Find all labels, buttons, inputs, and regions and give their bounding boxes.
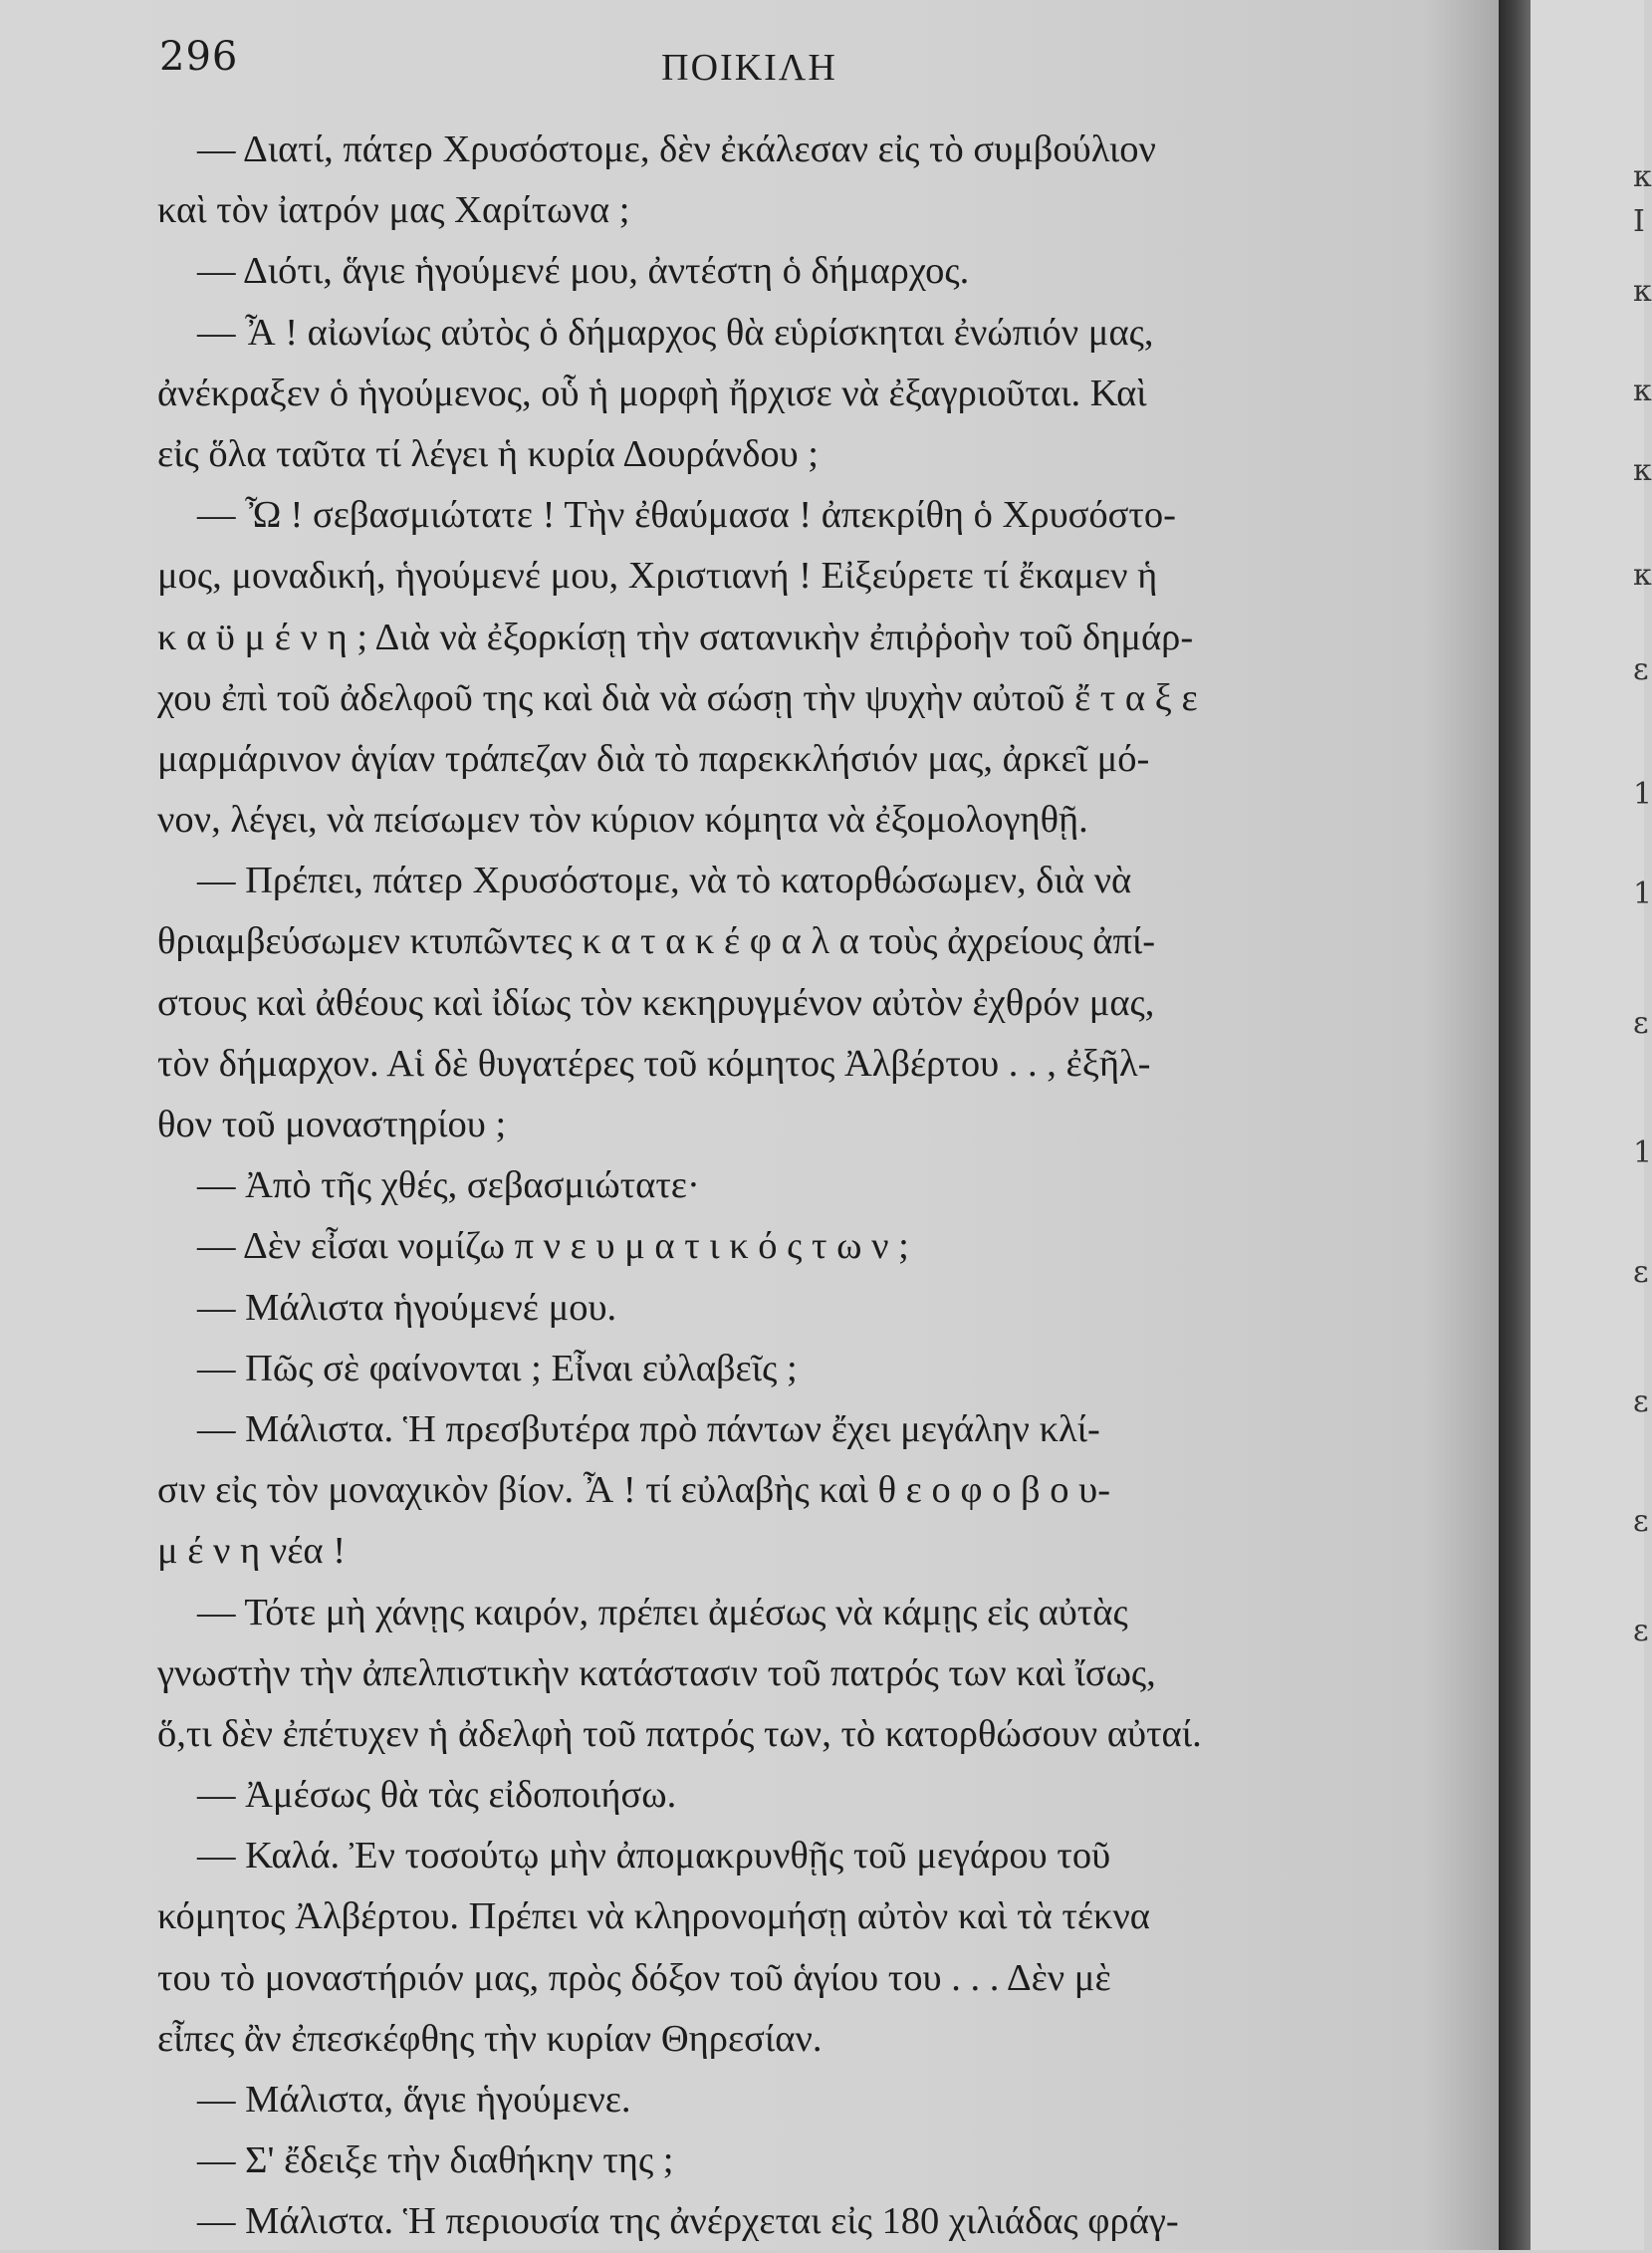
text-line: νον, λέγει, νὰ πείσωμεν τὸν κύριον κόμητα νὰ ἐξομολογηθῇ. [157,799,1088,842]
text-line: — Ἆ ! αἰωνίως αὐτὸς ὁ δήμαρχος θὰ εὑρίσκηται ἐνώπιόν μας, [197,311,1154,354]
text-line: θον τοῦ μοναστηρίου ; [157,1104,507,1145]
text-line: — Δὲν εἶσαι νομίζω π ν ε υ μ α τ ι κ ό ς τ ω ν ; [197,1225,909,1268]
text-line: — Σ' ἔδειξε τὴν διαθήκην της ; [197,2139,674,2182]
text-line: καὶ τὸν ἰατρόν μας Χαρίτωνα ; [157,189,630,232]
facing-page-edge-letter: κ [1633,374,1652,408]
text-line: τὸν δήμαρχον. Αἱ δὲ θυγατέρες τοῦ κόμητος Ἀλβέρτου . . , ἐξῆλ- [157,1042,1151,1085]
facing-page-edge-letter: ε [1633,1504,1649,1539]
running-head: ΠΟΙΚΙΛΗ [661,47,837,89]
text-line: — Καλά. Ἐν τοσούτῳ μὴν ἀπομακρυνθῇς τοῦ μεγάρου τοῦ [197,1835,1111,1878]
text-line: — Μάλιστα ἡγούμενέ μου. [197,1286,617,1329]
facing-page-edge-letter: κ [1633,159,1652,194]
text-line: — Διατί, πάτερ Χρυσόστομε, δὲν ἐκάλεσαν εἰς τὸ συμβούλιον [197,128,1156,170]
text-line: ἀνέκραξεν ὁ ἡγούμενος, οὗ ἡ μορφὴ ἤρχισε νὰ ἐξαγριοῦται. Καὶ [157,372,1147,414]
text-line: — Ὦ ! σεβασμιώτατε ! Τὴν ἐθαύμασα ! ἀπεκρίθη ὁ Χρυσόστο- [197,494,1176,537]
text-line: μος, μοναδική, ἡγούμενέ μου, Χριστιανή ! Εἰξεύρετε τί ἔκαμεν ἡ [157,555,1158,598]
text-line: — Μάλιστα, ἅγιε ἡγούμενε. [197,2079,631,2121]
text-line: μαρμάρινον ἁγίαν τράπεζαν διὰ τὸ παρεκκλήσιόν μας, ἀρκεῖ μό- [157,737,1150,780]
next-page-edge [1531,0,1652,2250]
facing-page-edge-letter: ε [1633,1006,1649,1041]
text-line: — Ἀμέσως θὰ τὰς εἰδοποιήσω. [197,1774,677,1817]
text-line: — Πρέπει, πάτερ Χρυσόστομε, νὰ τὸ κατορθώσωμεν, διὰ νὰ [197,860,1132,902]
text-line: μ έ ν η νέα ! [157,1530,347,1573]
facing-page-edge-letter: κ [1633,453,1652,488]
text-line: στους καὶ ἀθέους καὶ ἰδίως τὸν κεκηρυγμένον αὐτὸν ἐχθρόν μας, [157,981,1155,1024]
text-line: ὅ,τι δὲν ἐπέτυχεν ἡ ἀδελφὴ τοῦ πατρός των, τὸ κατορθώσουν αὐταί. [157,1712,1202,1755]
text-line: — Πῶς σὲ φαίνονται ; Εἶναι εὐλαβεῖς ; [197,1347,798,1389]
facing-page-edge-letter: ε [1633,1614,1649,1648]
facing-page-edge-letter: ε [1633,1384,1649,1419]
facing-page-edge-letter: 1 [1633,777,1652,812]
text-line: — Διότι, ἅγιε ἡγούμενέ μου, ἀντέστη ὁ δήμαρχος. [197,250,970,293]
text-line: σιν εἰς τὸν μοναχικὸν βίον. Ἆ ! τί εὐλαβὴς καὶ θ ε ο φ ο β ο υ- [157,1469,1111,1512]
text-line: — Τότε μὴ χάνῃς καιρόν, πρέπει ἀμέσως νὰ κάμῃς εἰς αὐτὰς [197,1591,1128,1633]
facing-page-edge-letter: κ [1633,558,1652,593]
facing-page-edge-letter: ε [1633,1255,1649,1290]
text-line: κόμητος Ἀλβέρτου. Πρέπει νὰ κληρονομήσῃ αὐτὸν καὶ τὰ τέκνα [157,1895,1150,1938]
book-gutter-shadow [1499,0,1531,2250]
text-line: εἶπες ἂν ἐπεσκέφθης τὴν κυρίαν Θηρεσίαν. [157,2017,823,2060]
text-line: — Μάλιστα. Ἡ περιουσία της ἀνέρχεται εἰς 180 χιλιάδας φράγ- [197,2200,1179,2243]
text-line: γνωστὴν τὴν ἀπελπιστικὴν κατάστασιν τοῦ πατρός των καὶ ἴσως, [157,1651,1156,1694]
facing-page-edge-letter: ε [1633,652,1649,687]
text-line: θριαμβεύσωμεν κτυπῶντες κ α τ α κ έ φ α λ α τοὺς ἀχρείους ἀπί- [157,920,1156,963]
text-block [157,120,1372,2253]
text-line: χου ἐπὶ τοῦ ἀδελφοῦ της καὶ διὰ νὰ σώσῃ τὴν ψυχὴν αὐτοῦ ἔ τ α ξ ε [157,676,1198,719]
facing-page-edge-letter: Ι [1633,204,1645,239]
facing-page-edge-letter: κ [1633,274,1652,309]
facing-page-edge-letter: 1 [1633,1135,1652,1170]
text-line: εἰς ὅλα ταῦτα τί λέγει ἡ κυρία Δουράνδου ; [157,432,819,475]
text-line: — Μάλιστα. Ἡ πρεσβυτέρα πρὸ πάντων ἔχει μεγάλην κλί- [197,1407,1100,1450]
text-line: του τὸ μοναστήριόν μας, πρὸς δόξον τοῦ ἁγίου του . . . Δὲν μὲ [157,1956,1111,1999]
text-line: κ α ϋ μ έ ν η ; Διὰ νὰ ἐξορκίσῃ τὴν σατανικὴν ἐπιῤῥοὴν τοῦ δημάρ- [157,616,1194,658]
text-line: — Ἀπὸ τῆς χθές, σεβασμιώτατε· [197,1164,700,1207]
facing-page-edge-letter: 1 [1633,876,1652,911]
page-number: 296 [159,34,239,80]
